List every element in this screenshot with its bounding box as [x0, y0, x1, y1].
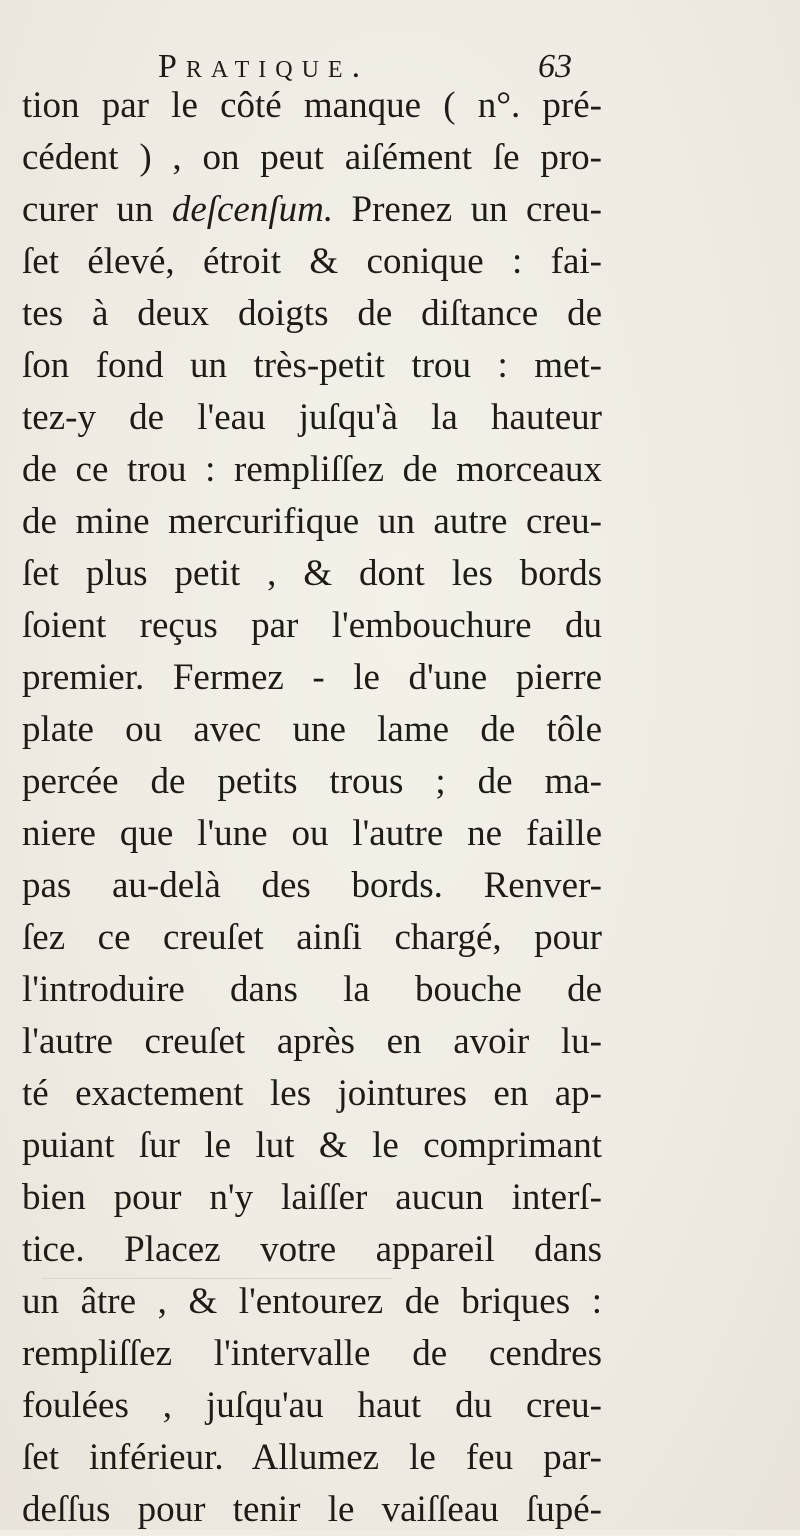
- text-line: puiant ſur le lut & le comprimant: [22, 1125, 602, 1166]
- paper-mark: [42, 1278, 392, 1279]
- text-line: de ce trou : rempliſſez de morceaux: [22, 449, 602, 490]
- text-line-end: Prenez un creu-: [333, 189, 602, 230]
- text-line: de mine mercurifique un autre creu-: [22, 501, 602, 542]
- text-line: ſet plus petit , & dont les bords: [22, 553, 602, 594]
- text-line: tez-y de l'eau juſqu'à la hauteur: [22, 397, 602, 438]
- text-line: foulées , juſqu'au haut du creu-: [22, 1385, 602, 1426]
- text-line: l'autre creuſet après en avoir lu-: [22, 1021, 602, 1062]
- text-line: té exactement les jointures en ap-: [22, 1073, 602, 1114]
- text-line: ſet inférieur. Allumez le feu par-: [22, 1437, 602, 1478]
- italic-term: deſcenſum.: [171, 189, 334, 230]
- text-line-start: curer un: [22, 189, 172, 230]
- text-line: tice. Placez votre appareil dans: [22, 1229, 602, 1270]
- page-number: 63: [538, 48, 572, 85]
- body-text: [22, 80, 602, 1536]
- text-line: ſon fond un très-petit trou : met-: [22, 345, 602, 386]
- text-line: un âtre , & l'entourez de briques :: [22, 1281, 602, 1322]
- text-line: tion par le côté manque ( n°. pré-: [22, 85, 602, 126]
- text-line: premier. Fermez - le d'une pierre: [22, 657, 602, 698]
- text-line: l'introduire dans la bouche de: [22, 969, 602, 1010]
- text-line: tes à deux doigts de diſtance de: [22, 293, 602, 334]
- text-line: percée de petits trous ; de ma-: [22, 761, 602, 802]
- text-line: ſoient reçus par l'embouchure du: [22, 605, 602, 646]
- text-line: bien pour n'y laiſſer aucun interſ-: [22, 1177, 602, 1218]
- text-line: [22, 184, 602, 236]
- text-line: cédent ) , on peut aiſément ſe pro-: [22, 137, 602, 178]
- text-line: ſez ce creuſet ainſi chargé, pour: [22, 917, 602, 958]
- text-line: niere que l'une ou l'autre ne faille: [22, 813, 602, 854]
- text-line: ſet élevé, étroit & conique : fai-: [22, 241, 602, 282]
- text-line: deſſus pour tenir le vaiſſeau ſupé-: [22, 1489, 602, 1530]
- text-line: rempliſſez l'intervalle de cendres: [22, 1333, 602, 1374]
- text-line: plate ou avec une lame de tôle: [22, 709, 602, 750]
- text-line: pas au-delà des bords. Renver-: [22, 865, 602, 906]
- running-title: Pratique.: [158, 48, 370, 85]
